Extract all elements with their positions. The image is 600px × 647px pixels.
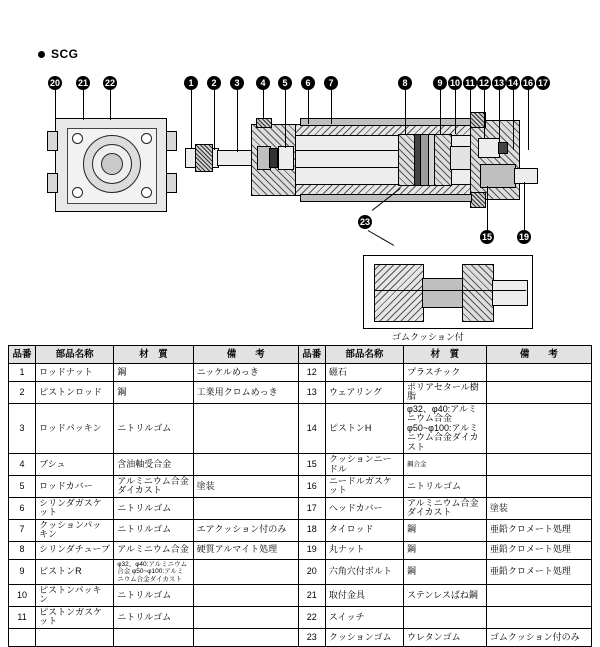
cell-material: ニトリルゴム [404,475,487,497]
table-row [9,584,592,606]
cell-name: 六角穴付ボルト [325,559,403,584]
detail-caption: ゴムクッション付 [392,332,464,342]
cell-remark: 亜鉛クロメート処理 [486,519,591,541]
cell-remark: 工業用クロムめっき [193,382,298,404]
cell-no: 2 [9,382,36,404]
callout-21: 21 [77,78,88,88]
header-material-left: 材 質 [114,346,193,364]
table-header-row [9,346,592,364]
cell-material: アルミニウム合金 [114,541,193,559]
cell-no: 5 [9,475,36,497]
leader-line [331,90,332,124]
cell-remark [486,382,591,404]
cell-remark [193,403,298,453]
leader-line [499,90,500,142]
detail-head-cover [374,264,424,322]
cell-name: シリンダガスケット [36,497,114,519]
callout-19: 19 [518,232,529,242]
cell-no: 9 [9,559,36,584]
cell-no: 13 [298,382,325,404]
cell-material [404,606,487,628]
leader-line [214,90,215,150]
cell-remark [193,454,298,476]
cell-name: シリンダチューブ [36,541,114,559]
cell-material: ステンレスばね鋼 [404,584,487,606]
flange-bore-inner [101,153,123,175]
tie-rod [300,118,472,126]
leader-line [110,90,111,120]
callout-20: 20 [49,78,60,88]
cushion-packing [278,146,294,170]
detail-cushion-rubber [422,278,464,308]
cell-remark: エアクッション付のみ [193,519,298,541]
table-row [9,454,592,476]
cell-no: 17 [298,497,325,519]
cell-no: 8 [9,541,36,559]
cell-no: 1 [9,364,36,382]
cell-no: 14 [298,403,325,453]
callout-23: 23 [359,217,370,227]
cell-remark [486,364,591,382]
cell-no: 10 [9,584,36,606]
cell-material [114,559,193,584]
callout-10: 10 [449,78,460,88]
cell-material: 鋼 [404,559,487,584]
cell-remark [486,475,591,497]
cell-material-line1: 鋼合金 [407,460,427,468]
table-row [9,606,592,628]
cell-remark: 硬質アルマイト処理 [193,541,298,559]
model-label [38,47,79,61]
table-body [9,364,592,647]
cell-material: ニトリルゴム [114,606,193,628]
cell-no: 7 [9,519,36,541]
flange-bolt-hole [141,187,152,198]
cell-remark: 塗装 [193,475,298,497]
cell-name: クッションパッキン [36,519,114,541]
leader-line [263,90,264,118]
callout-9: 9 [433,76,447,90]
cell-material: アルミニウム合金ダイカスト [114,475,193,497]
cell-no: 16 [298,475,325,497]
cell-name: ピストンロッド [36,382,114,404]
detail-piston [462,264,494,322]
cell-material: ニトリルゴム [114,584,193,606]
header-name-left: 部品名称 [36,346,114,364]
cell-material: 鋼 [404,541,487,559]
table-row [9,403,592,453]
table-row [9,475,592,497]
rod-nut [195,144,213,172]
cell-name: ロッドカバー [36,475,114,497]
cell-name: ロッドパッキン [36,403,114,453]
cell-remark: 塗装 [486,497,591,519]
bullet-icon [38,51,45,58]
piston-rod [217,150,253,166]
flange-front-view [55,118,167,212]
callout-16: 16 [522,78,533,88]
callout-22: 22 [104,78,115,88]
leader-line [55,90,56,120]
cushion-detail-view [363,255,533,329]
cell-material: 鋼 [404,519,487,541]
cell-remark: 亜鉛クロメート処理 [486,559,591,584]
leader-line [524,182,525,230]
leader-line [440,90,441,134]
cell-no: 11 [9,606,36,628]
callout-3: 3 [230,76,244,90]
model-label-text: SCG [51,47,79,61]
cell-name: ピストンR [36,559,114,584]
cell-no: 15 [298,454,325,476]
cell-remark [193,497,298,519]
callout-14: 14 [507,78,518,88]
cell-name: ロッドナット [36,364,114,382]
round-nut [470,192,486,208]
cell-material: 含油軸受合金 [114,454,193,476]
cell-remark: 亜鉛クロメート処理 [486,541,591,559]
cell-remark [486,606,591,628]
cell-material: ウレタンゴム [404,628,487,646]
leader-line [528,90,529,150]
cell-name: ピストンガスケット [36,606,114,628]
cell-name: 丸ナット [325,541,403,559]
table-row [9,364,592,382]
header-no-left: 品番 [9,346,36,364]
socket-head-bolt [256,118,272,128]
cell-no: 20 [298,559,325,584]
cell-material: ニトリルゴム [114,519,193,541]
leader-line [470,90,471,112]
cell-no: 22 [298,606,325,628]
callout-12: 12 [478,78,489,88]
detail-leader [368,230,394,246]
header-remark-right: 備 考 [486,346,591,364]
header-material-right: 材 質 [404,346,487,364]
leader-line [455,90,456,134]
cell-name: クッションニードル [325,454,403,476]
callout-13: 13 [493,78,504,88]
cell-name: ブシュ [36,454,114,476]
cell-material: アルミニウム合金ダイカスト [404,497,487,519]
cell-name: クッションゴム [325,628,403,646]
rod-packing [269,148,278,168]
needle-gasket [498,142,508,154]
cell-no: 18 [298,519,325,541]
leader-line [484,90,485,138]
leader-line [405,90,406,134]
cushion-needle [478,138,500,158]
cell-name: 取付金具 [325,584,403,606]
detail-centerline [374,290,526,291]
table-row [9,519,592,541]
flange-tab [47,131,58,151]
header-no-right: 品番 [298,346,325,364]
cell-name: タイロッド [325,519,403,541]
port-block [480,164,516,188]
cell-name: ピストンH [325,403,403,453]
leader-line [285,90,286,148]
cell-material: ニトリルゴム [114,497,193,519]
cell-material [404,454,487,476]
cell-name: ニードルガスケット [325,475,403,497]
callout-11: 11 [463,76,477,90]
cell-no: 12 [298,364,325,382]
cell-material: ニトリルゴム [114,403,193,453]
callout-1: 1 [184,76,198,90]
header-name-right: 部品名称 [325,346,403,364]
cell-remark [486,403,591,453]
cell-no-empty [9,628,36,646]
cell-name: ウェアリング [325,382,403,404]
table-row [9,382,592,404]
flange-tab [47,173,58,193]
callout-6: 6 [301,76,315,90]
cell-no: 19 [298,541,325,559]
parts-table [8,345,592,647]
cell-material-empty [114,628,193,646]
flange-tab [166,131,177,151]
callout-7: 7 [324,76,338,90]
cell-remark [193,606,298,628]
assembly-drawing [0,60,600,340]
callout-15: 15 [481,232,492,242]
leader-line [487,186,488,230]
leader-line [191,90,192,148]
callout-2: 2 [207,76,221,90]
cell-material: φ32、φ40:アルミニウム合金 φ50~φ100:アルミニウム合金ダイカスト [404,403,487,453]
cell-no: 6 [9,497,36,519]
callout-4: 4 [256,76,270,90]
flange-bolt-hole [72,133,83,144]
flange-tab [166,173,177,193]
cell-material: ポリアセタール樹脂 [404,382,487,404]
cell-name: 磁石 [325,364,403,382]
table-row [9,559,592,584]
cell-name: スイッチ [325,606,403,628]
cell-no: 21 [298,584,325,606]
cell-name: ヘッドカバー [325,497,403,519]
cell-remark: ゴムクッション付のみ [486,628,591,646]
table-row [9,497,592,519]
cell-no: 4 [9,454,36,476]
leader-line [83,90,84,120]
header-remark-left: 備 考 [193,346,298,364]
cell-material: 鋼 [114,364,193,382]
table-row [9,628,592,646]
table-row [9,541,592,559]
leader-line [308,90,309,124]
flange-bolt-hole [141,133,152,144]
leader-line [513,90,514,150]
cell-name: ピストンパッキン [36,584,114,606]
cell-remark: ニッケルめっき [193,364,298,382]
cell-material-line1: φ32、φ40:アルミニウム合金 φ50~φ100:アルミニウム合金ダイカスト [117,560,188,583]
cell-remark [486,584,591,606]
cell-no: 3 [9,403,36,453]
cell-remark [486,454,591,476]
callout-8: 8 [398,76,412,90]
cell-name-empty [36,628,114,646]
cell-material: 鋼 [114,382,193,404]
flange-bolt-hole [72,187,83,198]
callout-5: 5 [278,76,292,90]
detail-rod [492,280,528,306]
cell-remark-empty [193,628,298,646]
leader-line [237,90,238,152]
cell-material: プラスチック [404,364,487,382]
cell-remark [193,584,298,606]
port-fitting [514,168,538,184]
callout-17: 17 [537,78,548,88]
cell-remark [193,559,298,584]
cell-no: 23 [298,628,325,646]
